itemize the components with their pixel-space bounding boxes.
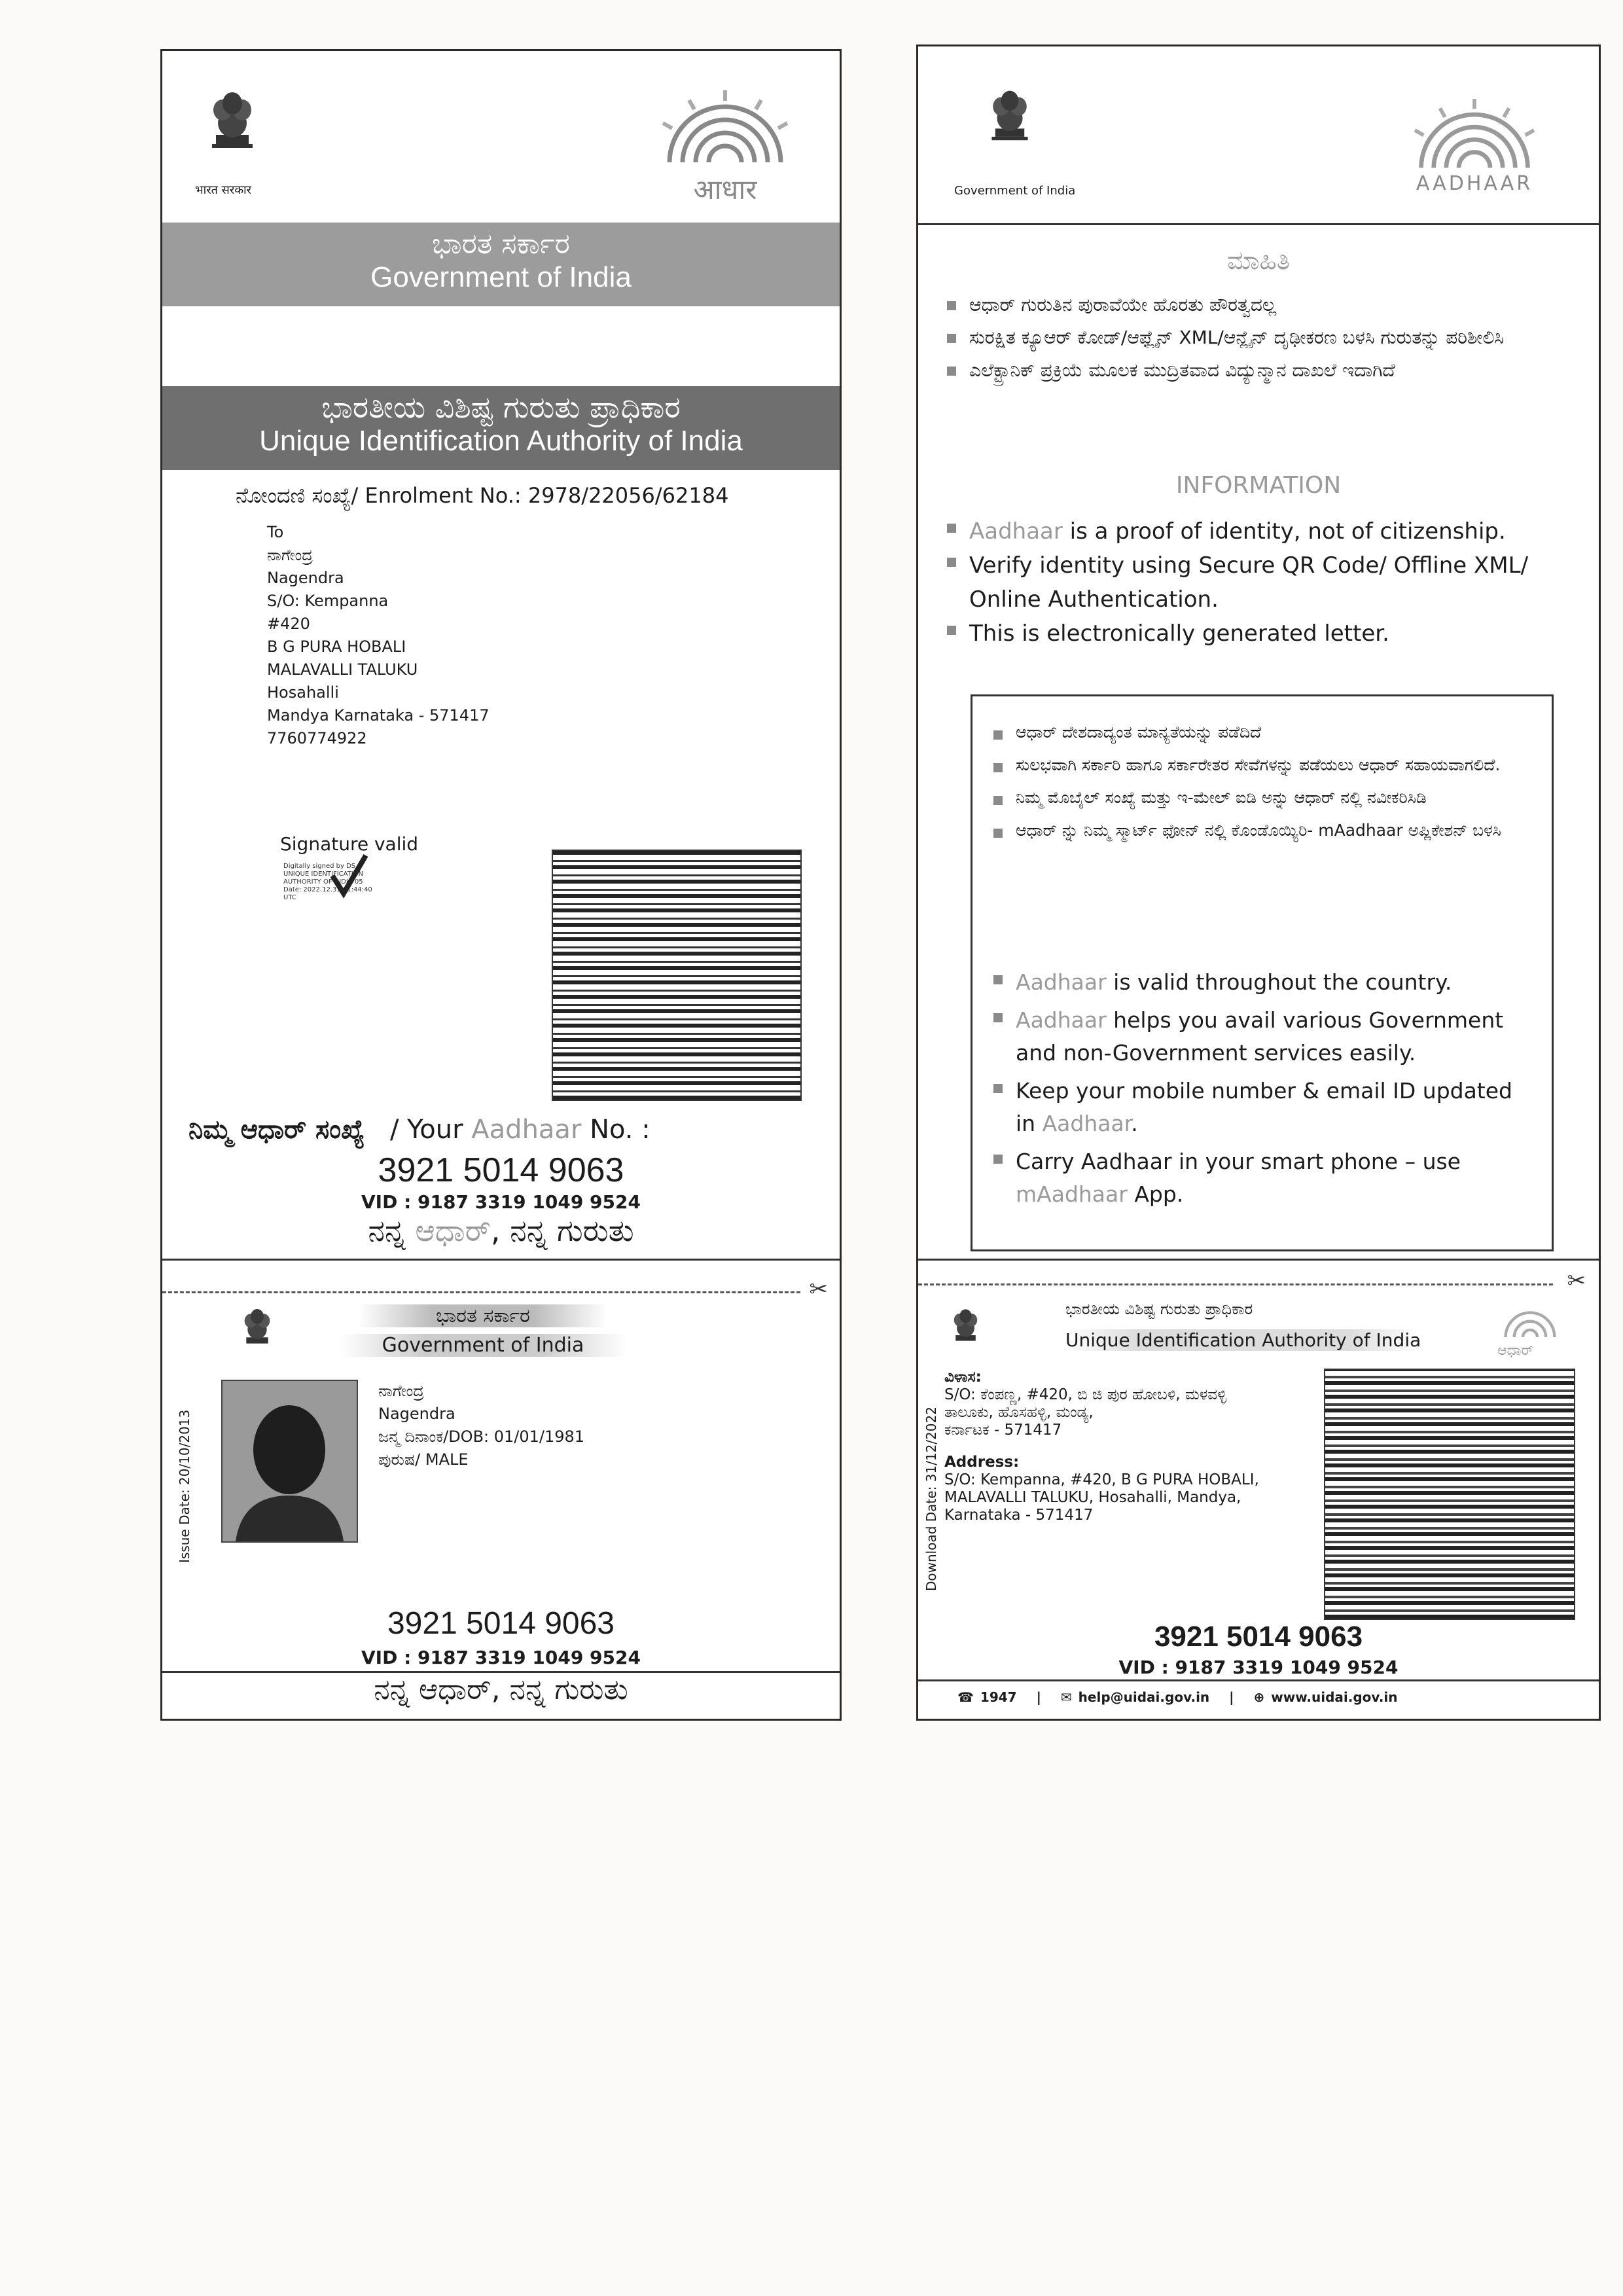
list-item: ಆಧಾರ್ ನ್ನು ನಿಮ್ಮ ಸ್ಮಾರ್ಟ್ ಫೋನ್ ನಲ್ಲಿ ಕೊಂಡೊಯ್ಯಿರಿ- mAadhaar ಅಪ್ಲಿಕೇಶನ್ ಬಳಸಿ	[991, 819, 1514, 842]
address-line: ಕರ್ನಾಟಕ - 571417	[944, 1422, 1062, 1439]
list-item: Verify identity using Secure QR Code/ Offline XML/ Online Authentication.	[944, 548, 1586, 617]
address-line: S/O: Kempanna	[267, 592, 389, 610]
cut-line	[918, 1283, 1553, 1285]
info-text: Carry Aadhaar in your smart phone – use	[1016, 1149, 1461, 1174]
uidai-kannada: ಭಾರತೀಯ ವಿಶಿಷ್ಟ ಗುರುತು ಪ್ರಾಧಿಕಾರ	[321, 389, 681, 425]
address-line: S/O: Kempanna, #420, B G PURA HOBALI,	[944, 1471, 1259, 1488]
box-english-list	[991, 966, 1527, 1211]
address-line: MALAVALLI TALUKU, Hosahalli, Mandya,	[944, 1489, 1241, 1506]
list-item: ಆಧಾರ್ ಗುರುತಿನ ಪುರಾವೆಯೇ ಹೊರತು ಪೌರತ್ವದಲ್ಲ	[944, 292, 1533, 318]
scissors-icon: ✂	[809, 1276, 828, 1302]
tagline	[162, 1213, 840, 1249]
info-kannada-list	[944, 292, 1533, 384]
aadhaar-logo-text: AADHAAR	[1416, 172, 1533, 195]
emblem-caption: Government of India	[954, 184, 1076, 198]
download-date: Download Date: 31/12/2022	[923, 1407, 939, 1591]
address-line: Mandya Karnataka - 571417	[267, 706, 490, 725]
info-english-list	[944, 514, 1586, 651]
divider	[162, 1259, 840, 1261]
government-english: Government of India	[370, 260, 632, 293]
aadhaar-word: Aadhaar	[1016, 1007, 1107, 1033]
info-text: .	[1131, 1111, 1138, 1136]
footer-separator: |	[1036, 1689, 1041, 1705]
list-item	[991, 1004, 1527, 1069]
address-line: MALAVALLI TALUKU	[267, 660, 418, 679]
list-item	[944, 514, 1586, 548]
divider	[918, 1259, 1599, 1261]
card-name-english: Nagendra	[378, 1405, 455, 1423]
government-band	[162, 223, 840, 306]
info-text: helps you avail various Government and non-Government services easily.	[1016, 1007, 1504, 1066]
address-english-label: Address:	[944, 1454, 1020, 1471]
national-emblem-icon	[948, 1300, 984, 1352]
emblem-caption: भारत सरकार	[195, 183, 252, 197]
maadhaar-word: mAadhaar	[1016, 1181, 1128, 1207]
list-item	[991, 1075, 1527, 1140]
scissors-icon: ✂	[1567, 1268, 1586, 1294]
uidai-band	[162, 386, 840, 470]
tagline-part: ಆಧಾರ್	[415, 1213, 491, 1248]
card-name-kannada: ನಾಗೇಂದ್ರ	[378, 1382, 424, 1400]
card-dob: ಜನ್ಮ ದಿನಾಂಕ/DOB: 01/01/1981	[378, 1427, 585, 1446]
divider	[918, 1679, 1599, 1681]
address-line: Hosahalli	[267, 683, 339, 702]
info-text: App.	[1127, 1181, 1184, 1207]
card-tagline: ನನ್ನ ಆಧಾರ್, ನನ್ನ ಗುರುತು	[374, 1673, 628, 1706]
address-line: Nagendra	[267, 569, 344, 587]
info-text: is valid throughout the country.	[1106, 969, 1452, 995]
info-text: Keep your mobile number & email ID updated in	[1016, 1078, 1512, 1136]
footer-website[interactable]: www.uidai.gov.in	[1271, 1689, 1398, 1705]
box-kannada-list	[991, 721, 1514, 842]
aadhaar-letter-back	[916, 45, 1601, 1721]
tagline-part: , ನನ್ನ ಗುರುತು	[490, 1213, 634, 1248]
list-item	[991, 1145, 1527, 1211]
footer-separator: |	[1229, 1689, 1234, 1705]
card-vid-number: VID : 9187 3319 1049 9524	[361, 1647, 641, 1668]
signature-valid-label: Signature valid	[280, 833, 419, 855]
your-aadhaar-en-1: / Your	[389, 1115, 463, 1145]
national-emblem-icon	[203, 84, 262, 162]
aadhaar-logo-icon	[1396, 99, 1553, 177]
aadhaar-word: Aadhaar	[1016, 969, 1107, 995]
mail-icon: ✉	[1060, 1689, 1072, 1705]
globe-icon: ⊕	[1253, 1689, 1265, 1705]
card-aadhaar-number: 3921 5014 9063	[387, 1606, 615, 1641]
aadhaar-logo-icon	[1494, 1303, 1566, 1342]
footer-phone: 1947	[980, 1689, 1017, 1705]
info-english-title: INFORMATION	[1175, 472, 1342, 499]
your-aadhaar-en-3: No. :	[590, 1115, 651, 1145]
list-item: This is electronically generated letter.	[944, 617, 1586, 651]
footer-email[interactable]: help@uidai.gov.in	[1078, 1689, 1210, 1705]
vid-number: VID : 9187 3319 1049 9524	[361, 1191, 641, 1213]
government-kannada: ಭಾರತ ಸರ್ಕಾರ	[432, 227, 570, 260]
issue-date: Issue Date: 20/10/2013	[177, 1409, 192, 1563]
cut-line	[162, 1291, 800, 1293]
address-line: #420	[267, 615, 310, 633]
signature-detail-line: UTC	[283, 894, 296, 901]
card-government-english: Government of India	[339, 1334, 627, 1357]
divider	[918, 223, 1599, 225]
your-aadhaar-en-2: Aadhaar	[471, 1115, 582, 1145]
national-emblem-icon	[984, 82, 1036, 154]
recipient-address	[267, 521, 490, 750]
card-footer	[957, 1689, 1573, 1705]
address-line: To	[267, 523, 284, 541]
enrolment-number: ನೋಂದಣಿ ಸಂಖ್ಯೆ/ Enrolment No.: 2978/22056/62184	[236, 483, 729, 508]
holder-photo	[221, 1380, 358, 1543]
phone-icon: ☎	[957, 1689, 974, 1705]
card-aadhaar-number: 3921 5014 9063	[1154, 1621, 1363, 1653]
card-gender: ಪುರುಷ/ MALE	[378, 1450, 469, 1469]
card-vid-number: VID : 9187 3319 1049 9524	[1118, 1657, 1399, 1678]
address-line: Karnataka - 571417	[944, 1507, 1094, 1524]
qr-code	[1324, 1369, 1575, 1620]
info-kannada-title: ಮಾಹಿತಿ	[1227, 246, 1290, 275]
card-government-kannada: ಭಾರತ ಸರ್ಕಾರ	[359, 1304, 607, 1327]
info-text: is a proof of identity, not of citizenship.	[1062, 518, 1506, 545]
list-item: ಸುರಕ್ಷಿತ ಕ್ಯೂಆರ್ ಕೋಡ್/ಆಫ್ಲೈನ್ XML/ಆನ್ಲೈನ್ ದೃಢೀಕರಣ ಬಳಸಿ ಗುರುತನ್ನು ಪರಿಶೀಲಿಸಿ	[944, 325, 1533, 351]
card-logo-text: ಆಧಾರ್	[1497, 1342, 1534, 1359]
address-kannada-label: ವಿಳಾಸ:	[944, 1369, 982, 1386]
signature-detail-line: Digitally signed by DS	[283, 863, 356, 870]
address-line: B G PURA HOBALI	[267, 637, 406, 656]
card-uidai-kannada: ಭಾರತೀಯ ವಿಶಿಷ್ಟ ಗುರುತು ಪ್ರಾಧಿಕಾರ	[1065, 1300, 1253, 1318]
card-holder-details	[378, 1380, 584, 1471]
aadhaar-letter-front	[160, 49, 842, 1721]
list-item	[991, 966, 1527, 999]
info-box	[971, 694, 1554, 1251]
list-item: ಸುಲಭವಾಗಿ ಸರ್ಕಾರಿ ಹಾಗೂ ಸರ್ಕಾರೇತರ ಸೇವೆಗಳನ್ನು ಪಡೆಯಲು ಆಧಾರ್ ಸಹಾಯವಾಗಲಿದೆ.	[991, 754, 1514, 776]
signature-detail-line: Date: 2022.12.31 11:44:40	[283, 886, 372, 893]
address-line: ತಾಲೂಕು, ಹೊಸಹಳ್ಳಿ, ಮಂಡ್ಯ,	[944, 1404, 1094, 1421]
address-line: 7760774922	[267, 729, 367, 747]
your-aadhaar-label	[188, 1115, 651, 1145]
tagline-part: ನನ್ನ	[368, 1213, 406, 1248]
aadhaar-word: Aadhaar	[969, 518, 1063, 545]
list-item: ಆಧಾರ್ ದೇಶದಾದ್ಯಂತ ಮಾನ್ಯತೆಯನ್ನು ಪಡೆದಿದೆ	[991, 721, 1514, 744]
signature-detail-line: AUTHORITY OF INDIA 05	[283, 878, 363, 886]
address-line: ನಾಗೇಂದ್ರ	[267, 546, 313, 564]
address-line: S/O: ಕೆಂಪಣ್ಣ, #420, ಬಿ ಜಿ ಪುರ ಹೋಬಳಿ, ಮಳವಳ್ಳಿ	[944, 1386, 1227, 1403]
card-uidai-english: Unique Identification Authority of India	[1065, 1329, 1421, 1351]
list-item: ನಿಮ್ಮ ಮೊಬೈಲ್ ಸಂಖ್ಯೆ ಮತ್ತು ಇ-ಮೇಲ್ ಐಡಿ ಅನ್ನು ಆಧಾರ್ ನಲ್ಲಿ ನವೀಕರಿಸಿಡಿ	[991, 787, 1514, 809]
signature-check-icon	[329, 853, 368, 901]
card-address	[944, 1369, 1324, 1524]
aadhaar-logo-text: आधार	[693, 173, 757, 206]
uidai-english: Unique Identification Authority of India	[259, 424, 743, 457]
aadhaar-word: Aadhaar	[1042, 1111, 1132, 1136]
aadhaar-number: 3921 5014 9063	[378, 1151, 624, 1189]
list-item: ಎಲೆಕ್ಟ್ರಾನಿಕ್ ಪ್ರಕ್ರಿಯೆ ಮೂಲಕ ಮುದ್ರಿತವಾದ ವಿದ್ಯುನ್ಮಾನ ದಾಖಲೆ ಇದಾಗಿದೆ	[944, 357, 1533, 384]
signature-detail-line: UNIQUE IDENTIFICATION	[283, 870, 364, 878]
your-aadhaar-kannada: ನಿಮ್ಮ ಆಧಾರ್ ಸಂಖ್ಯೆ	[188, 1115, 365, 1145]
qr-code	[552, 850, 802, 1101]
national-emblem-icon	[238, 1298, 277, 1357]
